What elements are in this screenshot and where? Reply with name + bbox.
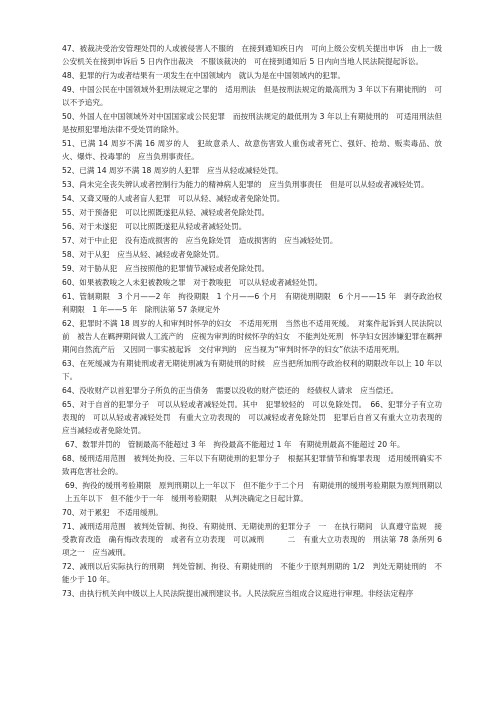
paragraph-50: 50、外国人在中国领域外对中国国家或公民犯罪 而按刑法规定的最低刑为 3 年以上有期徒刑的 可适用刑法但是按照犯罪地法律不受处罚的除外。 [62, 112, 442, 134]
paragraph-53: 53、尚未完全丧失辨认或者控制行为能力的精神病人犯罪的 应当负刑事责任 但是可以从轻或者减轻处罚。 [62, 180, 429, 189]
paragraph-54: 54、又聋又哑的人或者盲人犯罪 可以从轻、减轻或者免除处罚。 [62, 194, 285, 203]
paragraph-52: 52、已满 14 周岁不满 18 周岁的人犯罪 应当从轻或减轻处罚。 [62, 166, 283, 175]
paragraph-59: 59、对于胁从犯 应当按照他的犯罪情节减轻或者免除处罚。 [62, 264, 270, 273]
document-body [62, 42, 450, 601]
paragraph-56: 56、对于未遂犯 可以比照既遂犯从轻或者减轻处罚。 [62, 222, 247, 231]
paragraph-62: 62、犯罪时不满 18 周岁的人和审判时怀孕的妇女 不适用死刑 当然也不适用死缓。 对案件起诉到人民法院以前 被告人在羁押期间做人工流产的 应视为审判的时候怀孕的妇女 不能判处死刑 怀孕妇女因涉嫌犯罪在羁押期间自然流产后 又因同一事实被起诉 交付审判的 应当视为“审判时怀孕的妇女”依法不适用死刑。 [62, 319, 442, 354]
paragraph-70: 70、对于累犯 不适用缓刑。 [62, 508, 163, 517]
paragraph-60: 60、如果被教唆之人未犯被教唆之罪 对于教唆犯 可以从轻或者减轻处罚。 [62, 278, 323, 287]
paragraph-68: 68、缓刑适用范围 被判处拘役、三年以下有期徒刑的犯罪分子 根据其犯罪情节和悔罪表现 适用缓刑确实不致再危害社会的。 [62, 454, 442, 476]
paragraph-73: 73、由执行机关向中级以上人民法院提出减刑建议书。人民法院应当组成合议庭进行审理。非经法定程序 [62, 589, 414, 598]
paragraph-55: 55、对于预备犯 可以比照既遂犯从轻、减轻或者免除处罚。 [62, 208, 270, 217]
paragraph-71: 71、减刑适用范围 被判处管制、拘役、有期徒刑、无期徒刑的犯罪分子 一 在执行期间 认真遵守监规 接受教育改造 确有悔改表现的 或者有立功表现 可以减刑 二 有重大立功表现的 刑法第 78 条所列 6 项之一 应当减刑。 [62, 522, 442, 557]
paragraph-61: 61、管制期限 3 个月——2 年 拘役期限 1 个月——6 个月 有期徒刑期限 6 个月——15 年 剥夺政治权利期限 1 年——5 年 除刑法第 57 条规定外 [62, 292, 442, 314]
paragraph-47: 47、被裁决受治安管理处罚的人或被侵害人不服的 在接到通知疾日内 可向上级公安机关提出申诉 由上一级公安机关在接到申诉后 5 日内作出裁决 不服该裁决的 可在接到通知后 5 日内向当地人民法院提起诉讼。 [62, 44, 442, 66]
paragraph-58: 58、对于从犯 应当从轻、减轻或者免除处罚。 [62, 250, 224, 259]
paragraph-63: 63、在死缓减为有期徒刑或者无期徒刑减为有期徒刑的时候 应当把所加刑夺政治权利的期限改年以上 10 年以下。 [62, 359, 442, 381]
paragraph-48: 48、犯罪的行为或者结果有一项发生在中国领域内 就认为是在中国领域内的犯罪。 [62, 71, 346, 80]
paragraph-49: 49、中国公民在中国领域外犯刑法规定之罪的 适用刑法 但是按刑法规定的最高刑为 3 年以下有期徒刑的 可以不予追究。 [62, 85, 442, 107]
paragraph-57: 57、对于中止犯 没有造成损害的 应当免除处罚 造成损害的 应当减轻处罚。 [62, 236, 338, 245]
paragraph-51: 51、已满 14 周岁不满 16 周岁的人 犯故意杀人、故意伤害致人重伤或者死亡、强奸、抢劫、贩卖毒品、放火、爆炸、投毒罪的 应当负刑事责任。 [62, 139, 442, 161]
paragraph-72: 72、减刑以后实际执行的刑期 判处管制、拘役、有期徒刑的 不能少于原判刑期的 1/2 判处无期徒刑的 不能少于 10 年。 [62, 562, 442, 584]
paragraph-69: 69、拘役的缓刑考验期限 原判刑期以上一年以下 但不能少于二个月 有期徒刑的缓刑考验期限为原判刑期以上五年以下 但不能少于一年 缓刑考验期限 从判决确定之日起计算。 [65, 481, 442, 503]
paragraph-65: 65、对于自首的犯罪分子 可以从轻或者减轻处罚。其中 犯罪较轻的 可以免除处罚。 66、犯罪分子有立功表现的 可以从轻或者减轻处罚 有重大立功表现的 可以减轻或者免除处罚 犯罪后自首又有重大立功表现的 应当减轻或者免除处罚。 [62, 400, 450, 435]
paragraph-67: 67、数罪并罚的 管制最高不能超过 3 年 拘役最高不能超过 1 年 有期徒刑最高不能超过 20 年。 [65, 440, 405, 449]
paragraph-64: 64、没收财产以首犯罪分子所负的正当债务 需要以没收的财产偿还的 经债权人请求 应当偿还。 [62, 386, 399, 395]
